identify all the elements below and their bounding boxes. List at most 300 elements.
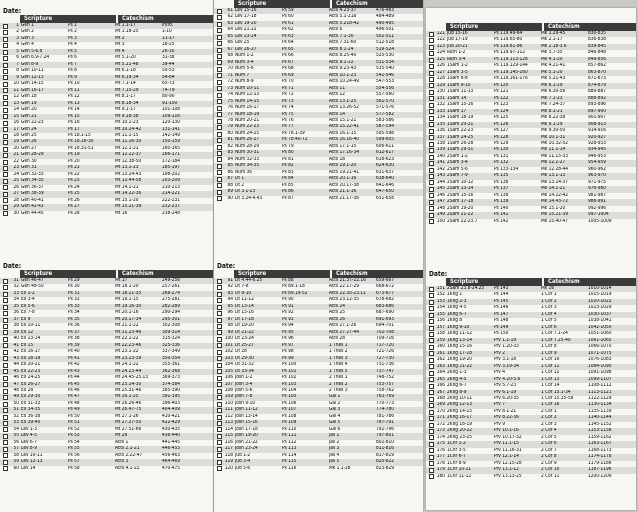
reading-checkbox[interactable] <box>429 129 434 134</box>
scripture-reading-3: 1 Cor 11 <box>541 363 560 369</box>
scripture-reading-1: Lev 6-7 <box>21 439 37 445</box>
reading-checkbox[interactable] <box>217 363 222 368</box>
scripture-reading-2: Ps 20 <box>68 158 80 164</box>
reading-checkbox[interactable] <box>3 75 8 80</box>
scripture-header: Scripture <box>446 23 542 31</box>
reading-checkbox[interactable] <box>3 369 8 374</box>
reading-checkbox[interactable] <box>429 300 434 305</box>
scripture-reading-1: Gen 8-9 <box>21 61 39 67</box>
reading-checkbox[interactable] <box>217 343 222 348</box>
reading-checkbox[interactable] <box>3 82 8 87</box>
reading-checkbox[interactable] <box>3 285 8 290</box>
reading-checkbox[interactable] <box>429 423 434 428</box>
reading-checkbox[interactable] <box>429 77 434 82</box>
reading-checkbox[interactable] <box>429 384 434 389</box>
reading-checkbox[interactable] <box>217 48 222 53</box>
reading-checkbox[interactable] <box>3 363 8 368</box>
reading-checkbox[interactable] <box>3 198 8 203</box>
reading-checkbox[interactable] <box>3 440 8 445</box>
reading-checkbox[interactable] <box>429 161 434 166</box>
scripture-reading-1: 1Kng 17-18 <box>447 350 472 356</box>
scripture-reading-3: Mt 27.27-50 <box>115 420 142 426</box>
reading-checkbox[interactable] <box>3 37 8 42</box>
day-number: 123 <box>436 43 445 49</box>
scripture-reading-3: Mk 5.21-43 <box>541 76 566 82</box>
reading-checkbox[interactable] <box>3 427 8 432</box>
reading-checkbox[interactable] <box>3 211 8 216</box>
reading-checkbox[interactable] <box>429 377 434 382</box>
reading-checkbox[interactable] <box>429 429 434 434</box>
reading-checkbox[interactable] <box>429 351 434 356</box>
scripture-reading-1: 1Kng 15-16 <box>447 344 472 350</box>
scripture-reading-3: Acts 5.21b-42 <box>329 20 359 26</box>
scripture-reading-2: Ps 12 <box>68 94 80 100</box>
reading-checkbox[interactable] <box>217 138 222 143</box>
reading-checkbox[interactable] <box>429 155 434 160</box>
reading-checkbox[interactable] <box>3 305 8 310</box>
scripture-reading-3: Acts 8.25-40 <box>329 53 357 59</box>
scripture-reading-2: Ps 139 <box>494 199 509 205</box>
reading-checkbox[interactable] <box>3 395 8 400</box>
scripture-reading-1: 1Sam 11-13 <box>447 89 474 95</box>
scripture-reading-2: Prv 1.20-33 <box>494 344 519 350</box>
table-header <box>0 15 213 23</box>
scripture-reading-2: Ps 150 <box>494 331 509 337</box>
reading-checkbox[interactable] <box>217 177 222 182</box>
catechism-questions: 893-896 <box>588 102 607 108</box>
reading-checkbox[interactable] <box>217 196 222 201</box>
day-number: 88 <box>227 182 233 188</box>
scripture-reading-2: Ps 100 <box>282 362 297 368</box>
scripture-reading-2: Prv 6.1-19 <box>494 389 517 395</box>
scripture-reading-2: Ps 50 <box>68 413 80 419</box>
scripture-reading-3: Mt 25.31-46 <box>115 387 142 393</box>
scripture-reading-2: Prv 4.20-5.6 <box>494 376 521 382</box>
reading-checkbox[interactable] <box>3 298 8 303</box>
reading-checkbox[interactable] <box>217 311 222 316</box>
scripture-reading-3: Acts 9.23-43 <box>329 66 357 72</box>
reading-checkbox[interactable] <box>3 376 8 381</box>
scripture-reading-3: 1 Cor 8 <box>541 344 557 350</box>
reading-checkbox[interactable] <box>3 30 8 35</box>
reading-checkbox[interactable] <box>3 43 8 48</box>
reading-checkbox[interactable] <box>3 318 8 323</box>
reading-checkbox[interactable] <box>217 285 222 290</box>
scripture-reading-2: Ps 95 <box>282 329 294 335</box>
reading-checkbox[interactable] <box>217 318 222 323</box>
reading-checkbox[interactable] <box>3 343 8 348</box>
scripture-reading-1: 2Sam 1-2 <box>447 153 468 159</box>
scripture-reading-3: Mt 6.19-34 <box>115 74 139 80</box>
day-number: 111 <box>224 407 233 413</box>
scripture-reading-3: Mt 1.18-25 <box>115 29 139 35</box>
reading-checkbox[interactable] <box>429 109 434 114</box>
reading-checkbox[interactable] <box>3 172 8 177</box>
scripture-reading-3: 2 Cor 5 <box>541 434 557 440</box>
reading-checkbox[interactable] <box>3 205 8 210</box>
scripture-reading-3: Mt 4 <box>115 48 125 54</box>
reading-checkbox[interactable] <box>217 28 222 33</box>
scripture-reading-1: 1Sam 24-25 <box>447 134 474 140</box>
day-number: 102 <box>224 349 233 355</box>
reading-checkbox[interactable] <box>217 112 222 117</box>
table-row <box>426 219 636 225</box>
reading-checkbox[interactable] <box>3 134 8 139</box>
reading-checkbox[interactable] <box>3 121 8 126</box>
reading-checkbox[interactable] <box>429 51 434 56</box>
reading-checkbox[interactable] <box>3 153 8 158</box>
reading-checkbox[interactable] <box>429 416 434 421</box>
scripture-reading-3: 1 Cor 1 <box>541 292 557 298</box>
table-row <box>426 474 636 480</box>
day-number: 127 <box>436 69 445 75</box>
reading-checkbox[interactable] <box>217 41 222 46</box>
reading-checkbox[interactable] <box>3 382 8 387</box>
reading-checkbox[interactable] <box>3 192 8 197</box>
scripture-reading-3: Acts 16.1-15 <box>329 130 357 136</box>
scripture-reading-1: Num 1-2 <box>235 53 254 59</box>
reading-checkbox[interactable] <box>429 187 434 192</box>
reading-checkbox[interactable] <box>429 364 434 369</box>
day-number: 163 <box>436 363 445 369</box>
reading-checkbox[interactable] <box>3 330 8 335</box>
catechism-header: Catechism <box>544 278 636 286</box>
reading-checkbox[interactable] <box>429 435 434 440</box>
reading-checkbox[interactable] <box>429 313 434 318</box>
scripture-reading-3: Mt 23.1-22 <box>115 349 139 355</box>
reading-checkbox[interactable] <box>217 190 222 195</box>
reading-checkbox[interactable] <box>429 135 434 140</box>
scripture-reading-3: 2 Cor 10 <box>541 467 560 473</box>
scripture-reading-1: Ex 31-33 <box>21 400 41 406</box>
scripture-reading-2: Ps 115 <box>282 459 297 465</box>
reading-checkbox[interactable] <box>217 86 222 91</box>
reading-checkbox[interactable] <box>429 306 434 311</box>
reading-checkbox[interactable] <box>429 116 434 121</box>
reading-checkbox[interactable] <box>429 410 434 415</box>
reading-checkbox[interactable] <box>429 371 434 376</box>
scripture-reading-2: Ps 102 <box>282 375 297 381</box>
reading-checkbox[interactable] <box>3 147 8 152</box>
reading-checkbox[interactable] <box>217 157 222 162</box>
date-label: Date: <box>3 7 22 15</box>
day-number: 5 <box>16 48 19 54</box>
date-label: Date: <box>429 270 448 278</box>
catechism-questions: 512-518 <box>376 40 395 46</box>
scripture-reading-2: Ps 103 <box>282 381 297 387</box>
scripture-reading-2: Ps 13 <box>68 100 80 106</box>
scripture-reading-2: Ps 93 <box>282 316 294 322</box>
scripture-reading-2: Prv 2 <box>494 350 505 356</box>
reading-checkbox[interactable] <box>3 337 8 342</box>
reading-checkbox[interactable] <box>217 93 222 98</box>
reading-checkbox[interactable] <box>217 460 222 465</box>
reading-checkbox[interactable] <box>429 213 434 218</box>
day-number: 36 <box>13 310 19 316</box>
scripture-reading-2: Ps 92 <box>282 310 294 316</box>
reading-checkbox[interactable] <box>3 179 8 184</box>
scripture-reading-2: Prv 10.17-32 <box>494 434 522 440</box>
reading-checkbox[interactable] <box>3 101 8 106</box>
reading-checkbox[interactable] <box>429 174 434 179</box>
reading-checkbox[interactable] <box>3 50 8 55</box>
reading-checkbox[interactable] <box>429 32 434 37</box>
reading-checkbox[interactable] <box>429 142 434 147</box>
catechism-questions: 337-349 <box>162 349 181 355</box>
scripture-reading-1: Dt 31-32 <box>235 362 254 368</box>
reading-checkbox[interactable] <box>429 332 434 337</box>
catechism-questions: 131-141 <box>162 126 181 132</box>
reading-checkbox[interactable] <box>429 103 434 108</box>
catechism-questions: 863-870 <box>588 69 607 75</box>
day-number: 171 <box>436 415 445 421</box>
catechism-questions: 1200-1209 <box>588 473 612 479</box>
reading-checkbox[interactable] <box>217 67 222 72</box>
reading-checkbox[interactable] <box>217 395 222 400</box>
reading-checkbox[interactable] <box>217 15 222 20</box>
reading-checkbox[interactable] <box>217 427 222 432</box>
reading-checkbox[interactable] <box>3 160 8 165</box>
catechism-questions: 1023-1029 <box>588 305 612 311</box>
reading-checkbox[interactable] <box>217 119 222 124</box>
reading-checkbox[interactable] <box>429 38 434 43</box>
scripture-reading-2: Ps 69 <box>282 72 294 78</box>
scripture-reading-1: Dt 29-30 <box>235 355 254 361</box>
reading-checkbox[interactable] <box>217 415 222 420</box>
reading-checkbox[interactable] <box>217 369 222 374</box>
reading-checkbox[interactable] <box>429 397 434 402</box>
scripture-reading-3: Mt 5.21-48 <box>115 61 139 67</box>
scripture-reading-1: Josh 9-10 <box>235 400 256 406</box>
reading-checkbox[interactable] <box>217 453 222 458</box>
scripture-reading-2: Ps 74 <box>282 105 294 111</box>
reading-checkbox[interactable] <box>3 324 8 329</box>
reading-checkbox[interactable] <box>217 145 222 150</box>
reading-checkbox[interactable] <box>429 64 434 69</box>
reading-checkbox[interactable] <box>429 358 434 363</box>
reading-checkbox[interactable] <box>217 408 222 413</box>
reading-checkbox[interactable] <box>429 338 434 343</box>
reading-checkbox[interactable] <box>3 279 8 284</box>
table-header <box>426 23 636 31</box>
scripture-reading-3: 2 Cor 8 <box>541 454 557 460</box>
catechism-header: Catechism <box>118 15 213 23</box>
day-number: 7 <box>16 61 19 67</box>
reading-checkbox[interactable] <box>429 90 434 95</box>
reading-checkbox[interactable] <box>429 287 434 292</box>
reading-checkbox[interactable] <box>3 389 8 394</box>
reading-checkbox[interactable] <box>217 132 222 137</box>
scripture-reading-3: Mk 11.1-14 <box>541 147 566 153</box>
scripture-reading-3: 1 Cor 7.25-40 <box>541 337 571 343</box>
catechism-questions: 65-73 <box>162 81 175 87</box>
day-number: 15 <box>13 113 19 119</box>
scripture-reading-3: Mk 14.43-72 <box>541 199 568 205</box>
reading-checkbox[interactable] <box>3 95 8 100</box>
reading-checkbox[interactable] <box>217 22 222 27</box>
reading-checkbox[interactable] <box>217 164 222 169</box>
scripture-reading-3: Jas 1 <box>329 433 340 439</box>
reading-checkbox[interactable] <box>429 474 434 479</box>
reading-checkbox[interactable] <box>429 448 434 453</box>
reading-checkbox[interactable] <box>217 330 222 335</box>
scripture-reading-2: Prv 8.22-36 <box>494 415 519 421</box>
scripture-reading-3: Mk 12.28-44 <box>541 166 568 172</box>
scripture-reading-3: Acts 2.22-47 <box>115 452 143 458</box>
reading-checkbox[interactable] <box>217 350 222 355</box>
day-number: 159 <box>436 337 445 343</box>
reading-checkbox[interactable] <box>217 279 222 284</box>
reading-checkbox[interactable] <box>3 69 8 74</box>
reading-checkbox[interactable] <box>429 319 434 324</box>
reading-checkbox[interactable] <box>429 206 434 211</box>
scripture-reading-2: Ps 52 <box>68 426 80 432</box>
scripture-reading-3: Mt 13.1-23 <box>115 165 139 171</box>
scripture-reading-1: 1Sam 18-19 <box>447 115 474 121</box>
scripture-reading-3: Mt 14.22-36 <box>115 191 142 197</box>
reading-checkbox[interactable] <box>217 434 222 439</box>
scripture-reading-1: Gen 21 <box>21 113 37 119</box>
reading-checkbox[interactable] <box>429 96 434 101</box>
reading-checkbox[interactable] <box>429 58 434 63</box>
reading-checkbox[interactable] <box>217 305 222 310</box>
reading-checkbox[interactable] <box>429 71 434 76</box>
reading-checkbox[interactable] <box>429 168 434 173</box>
scripture-reading-3: Mt 24.1-22 <box>115 362 139 368</box>
reading-checkbox[interactable] <box>217 35 222 40</box>
reading-checkbox[interactable] <box>3 56 8 61</box>
reading-checkbox[interactable] <box>217 151 222 156</box>
reading-checkbox[interactable] <box>3 127 8 132</box>
reading-checkbox[interactable] <box>217 298 222 303</box>
day-number: 34 <box>13 297 19 303</box>
reading-checkbox[interactable] <box>3 185 8 190</box>
scripture-reading-2: Ps 49 <box>68 407 80 413</box>
reading-checkbox[interactable] <box>429 461 434 466</box>
scripture-reading-1: Lev 26-27 <box>235 46 257 52</box>
reading-checkbox[interactable] <box>3 434 8 439</box>
reading-checkbox[interactable] <box>217 99 222 104</box>
reading-checkbox[interactable] <box>429 403 434 408</box>
reading-checkbox[interactable] <box>3 24 8 29</box>
reading-checkbox[interactable] <box>429 455 434 460</box>
reading-checkbox[interactable] <box>3 63 8 68</box>
day-number: 104 <box>224 362 233 368</box>
catechism-questions: 612-617 <box>376 150 395 156</box>
reading-checkbox[interactable] <box>429 219 434 224</box>
reading-checkbox[interactable] <box>3 166 8 171</box>
reading-checkbox[interactable] <box>429 193 434 198</box>
catechism-questions: 1187-1196 <box>588 467 612 473</box>
scripture-reading-1: 1Sam 17 <box>447 108 467 114</box>
scripture-reading-3: Mt 20.17-34 <box>115 316 142 322</box>
reading-checkbox[interactable] <box>429 326 434 331</box>
day-number: 14 <box>13 107 19 113</box>
reading-checkbox[interactable] <box>429 345 434 350</box>
reading-checkbox[interactable] <box>3 350 8 355</box>
reading-checkbox[interactable] <box>3 466 8 471</box>
reading-checkbox[interactable] <box>217 292 222 297</box>
scripture-reading-2: Ps 3 <box>68 35 77 41</box>
reading-checkbox[interactable] <box>217 421 222 426</box>
day-number: 10 <box>13 81 19 87</box>
reading-checkbox[interactable] <box>429 180 434 185</box>
scripture-reading-2: Ps 121 <box>494 89 509 95</box>
reading-checkbox[interactable] <box>3 108 8 113</box>
reading-checkbox[interactable] <box>217 382 222 387</box>
reading-checkbox[interactable] <box>3 140 8 145</box>
reading-checkbox[interactable] <box>3 408 8 413</box>
reading-checkbox[interactable] <box>429 390 434 395</box>
reading-checkbox[interactable] <box>217 440 222 445</box>
reading-checkbox[interactable] <box>3 453 8 458</box>
reading-checkbox[interactable] <box>217 389 222 394</box>
scripture-reading-1: Ex 18-19 <box>21 355 41 361</box>
scripture-reading-2: Ps 61 <box>282 20 294 26</box>
reading-checkbox[interactable] <box>217 356 222 361</box>
reading-checkbox[interactable] <box>217 183 222 188</box>
reading-checkbox[interactable] <box>3 402 8 407</box>
reading-checkbox[interactable] <box>3 460 8 465</box>
reading-checkbox[interactable] <box>217 60 222 65</box>
reading-checkbox[interactable] <box>217 466 222 471</box>
catechism-questions: 1159-1162 <box>588 434 612 440</box>
scripture-reading-1: 2Kng 10-11 <box>447 395 472 401</box>
reading-checkbox[interactable] <box>429 468 434 473</box>
scripture-reading-3: Acts 15.1-21 <box>329 117 357 123</box>
scripture-reading-1: Gen 24 <box>21 126 37 132</box>
day-number: 168 <box>436 395 445 401</box>
reading-checkbox[interactable] <box>217 324 222 329</box>
reading-checkbox[interactable] <box>217 125 222 130</box>
scripture-reading-3: 1 Cor 14 <box>541 383 560 389</box>
reading-checkbox[interactable] <box>429 45 434 50</box>
reading-checkbox[interactable] <box>3 415 8 420</box>
scripture-reading-1: 1Sam 14 <box>447 95 467 101</box>
reading-table <box>214 8 423 202</box>
reading-checkbox[interactable] <box>217 54 222 59</box>
reading-checkbox[interactable] <box>217 73 222 78</box>
reading-checkbox[interactable] <box>3 311 8 316</box>
reading-checkbox[interactable] <box>217 170 222 175</box>
reading-checkbox[interactable] <box>217 447 222 452</box>
reading-checkbox[interactable] <box>3 421 8 426</box>
reading-checkbox[interactable] <box>429 293 434 298</box>
reading-checkbox[interactable] <box>429 442 434 447</box>
reading-checkbox[interactable] <box>429 200 434 205</box>
scripture-reading-3: Acts 7.31-60 <box>329 40 357 46</box>
day-number: 145 <box>436 186 445 192</box>
reading-checkbox[interactable] <box>217 9 222 14</box>
reading-checkbox[interactable] <box>217 402 222 407</box>
reading-checkbox[interactable] <box>217 106 222 111</box>
reading-checkbox[interactable] <box>217 337 222 342</box>
reading-checkbox[interactable] <box>3 356 8 361</box>
reading-checkbox[interactable] <box>429 148 434 153</box>
reading-checkbox[interactable] <box>3 114 8 119</box>
reading-checkbox[interactable] <box>429 83 434 88</box>
reading-checkbox[interactable] <box>429 122 434 127</box>
plan-section <box>426 270 636 480</box>
reading-checkbox[interactable] <box>3 292 8 297</box>
reading-checkbox[interactable] <box>217 376 222 381</box>
reading-checkbox[interactable] <box>217 80 222 85</box>
catechism-questions: 587-594 <box>376 124 395 130</box>
scripture-reading-1: 1Kng 8 <box>447 318 463 324</box>
reading-checkbox[interactable] <box>3 447 8 452</box>
reading-checkbox[interactable] <box>3 88 8 93</box>
scripture-reading-1: Jud 15-16 <box>447 31 468 36</box>
